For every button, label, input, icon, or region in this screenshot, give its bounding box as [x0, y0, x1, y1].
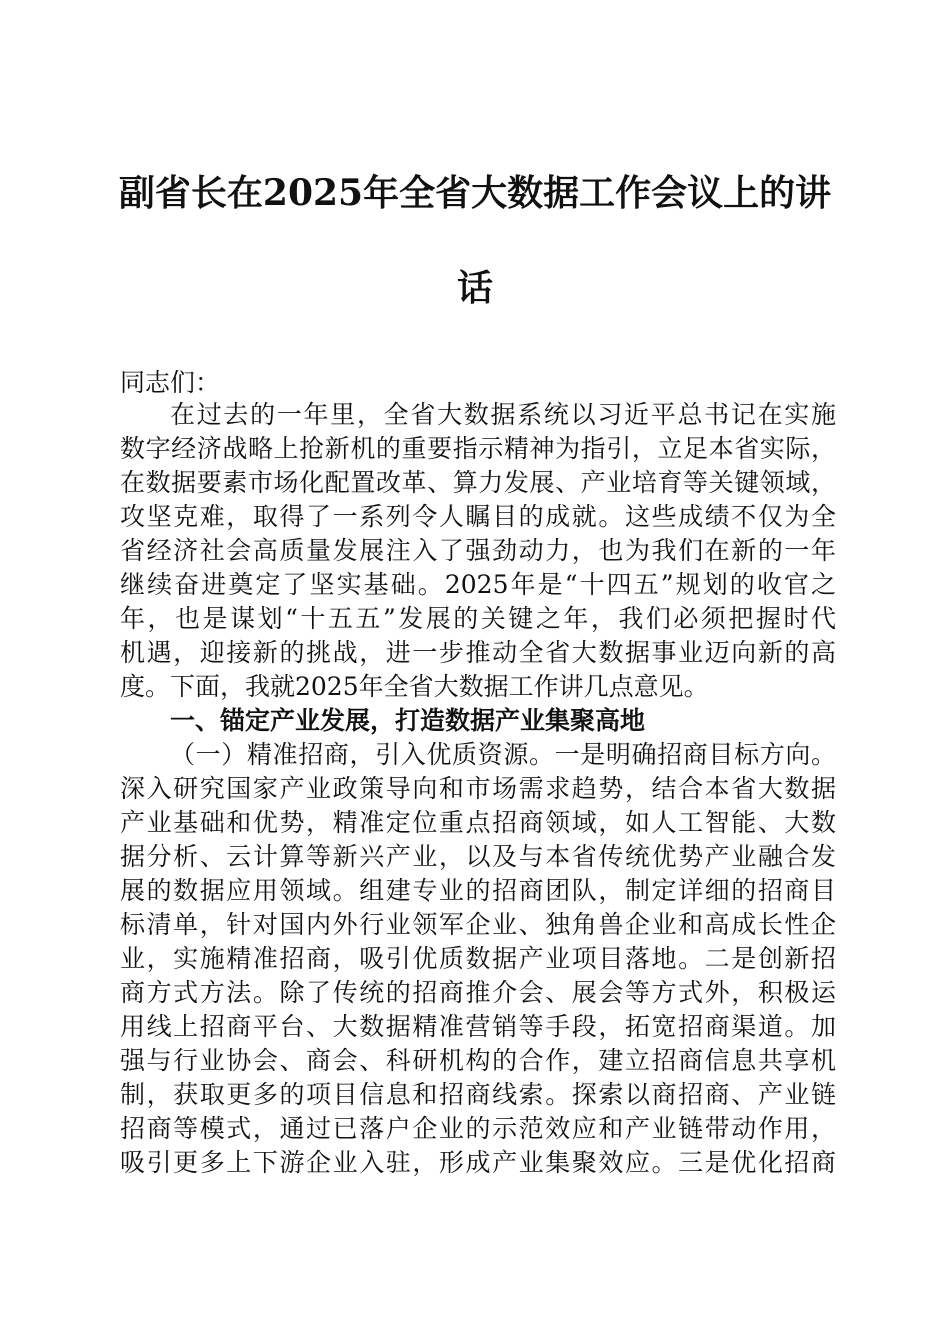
paragraph-line: 制，获取更多的项目信息和招商线索。探索以商招商、产业链	[120, 1080, 836, 1109]
paragraph-line: 吸引更多上下游企业入驻，形成产业集聚效应。三是优化招商	[120, 1148, 836, 1177]
paragraph-line: 招商等模式，通过已落户企业的示范效应和产业链带动作用，	[120, 1114, 836, 1143]
paragraph-line: 业，实施精准招商，吸引优质数据产业项目落地。二是创新招	[120, 944, 836, 973]
paragraph-line: 在数据要素市场化配置改革、算力发展、产业培育等关键领域，	[120, 468, 836, 497]
paragraph-line: 省经济社会高质量发展注入了强劲动力，也为我们在新的一年	[120, 536, 836, 565]
paragraph-line: 标清单，针对国内外行业领军企业、独角兽企业和高成长性企	[120, 910, 836, 939]
paragraph-line: 年，也是谋划“十五五”发展的关键之年，我们必须把握时代	[120, 604, 836, 633]
paragraph-line: 据分析、云计算等新兴产业，以及与本省传统优势产业融合发	[120, 842, 836, 871]
paragraph-line: 深入研究国家产业政策导向和市场需求趋势，结合本省大数据	[120, 774, 836, 803]
salutation: 同志们：	[120, 368, 221, 397]
paragraph-line: 强与行业协会、商会、科研机构的合作，建立招商信息共享机	[120, 1046, 836, 1075]
section-heading: 一、锚定产业发展，打造数据产业集聚高地	[170, 706, 646, 735]
paragraph-line: 攻坚克难，取得了一系列令人瞩目的成就。这些成绩不仅为全	[120, 502, 836, 531]
paragraph-line: 产业基础和优势，精准定位重点招商领域，如人工智能、大数	[120, 808, 836, 837]
paragraph-line: 数字经济战略上抢新机的重要指示精神为指引，立足本省实际，	[120, 434, 836, 463]
paragraph-line: 展的数据应用领域。组建专业的招商团队，制定详细的招商目	[120, 876, 836, 905]
paragraph-line: 机遇，迎接新的挑战，进一步推动全省大数据事业迈向新的高	[120, 638, 836, 667]
document-title-line-1: 副省长在2025年全省大数据工作会议上的讲	[118, 172, 832, 214]
paragraph-line: 在过去的一年里，全省大数据系统以习近平总书记在实施	[170, 400, 836, 429]
paragraph-line: （一）精准招商，引入优质资源。一是明确招商目标方向。	[170, 740, 836, 769]
paragraph-line: 商方式方法。除了传统的招商推介会、展会等方式外，积极运	[120, 978, 836, 1007]
document-title-line-2: 话	[456, 267, 493, 309]
paragraph-line: 度。下面，我就2025年全省大数据工作讲几点意见。	[120, 672, 709, 701]
paragraph-line: 继续奋进奠定了坚实基础。2025年是“十四五”规划的收官之	[120, 570, 836, 599]
paragraph-line: 用线上招商平台、大数据精准营销等手段，拓宽招商渠道。加	[120, 1012, 836, 1041]
